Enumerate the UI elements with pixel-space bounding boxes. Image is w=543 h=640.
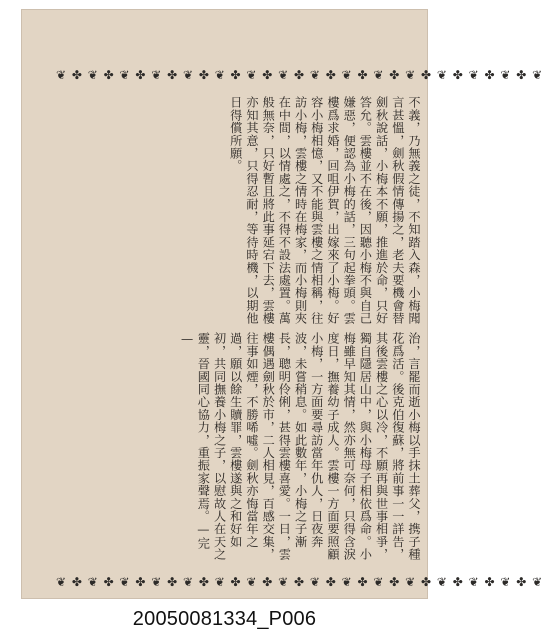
top-ornament-border: ❦ ✤ ❦ ✤ ❦ ✤ ❦ ✤ ❦ ✤ ❦ ✤ ❦ ✤ ❦ ✤ ❦ ✤ ❦ ✤ ❦ ✤ ❦ ✤ ❦ ✤ ❦ ✤ ❦ ✤ ❦: [56, 68, 543, 82]
upper-text-block: 不義，乃無義之徒，不知踏入森，小梅聞言甚慍，劍秋假情傳揚之，老夫要機會替劍秋說話，小梅本不願，推進於命，只好答允。雲樓並不在後，因聽小梅不與自己嫌惡，便認為小梅的話，三句起拳頭。雲樓爲求婚，回咀伊賀，出嫁來了小梅。好容小梅相憶，又不能與雲樓之情相稱，往訪小梅，雲樓之情時在梅家，而小梅則夾在中間，以情處之，不得不設法處置。萬般無奈，只好暫且將此事延宕下去，雲樓亦知其意，只得忍耐，等待時機，以期他日得償所願。: [228, 96, 421, 325]
bottom-ornament-border: ❦ ✤ ❦ ✤ ❦ ✤ ❦ ✤ ❦ ✤ ❦ ✤ ❦ ✤ ❦ ✤ ❦ ✤ ❦ ✤ ❦ ✤ ❦ ✤ ❦ ✤ ❦ ✤ ❦ ✤ ❦: [56, 575, 543, 589]
printed-page: [22, 10, 543, 598]
lower-text-block: 治，言罷而逝小梅以手抹土葬父，携子種花爲活。後克伯復蘇，將前事一一詳告，其後雲樓之心以冷，不願再與世事相爭，獨自隱居山中，與小梅母子相依爲命。小梅雖早知其情，然亦無可奈何，只得含淚度日，撫養幼子成人。雲樓一方面要照顧小梅，一方面要尋訪當年仇人，日夜奔波，未嘗稍息。如此數年，小梅之子漸長，聰明伶俐，甚得雲樓喜愛。一日，雲樓偶遇劍秋於市，二人相見，百感交集，往事如煙，不勝唏噓。劍秋亦悔當年之過，願以餘生贖罪，雲樓遂與之和好如初，共同撫養小梅之子，以慰故人在天之靈，晉國同心協力，重振家聲焉。—完—: [180, 332, 421, 561]
archive-id-caption: 20050081334_P006: [132, 608, 317, 630]
